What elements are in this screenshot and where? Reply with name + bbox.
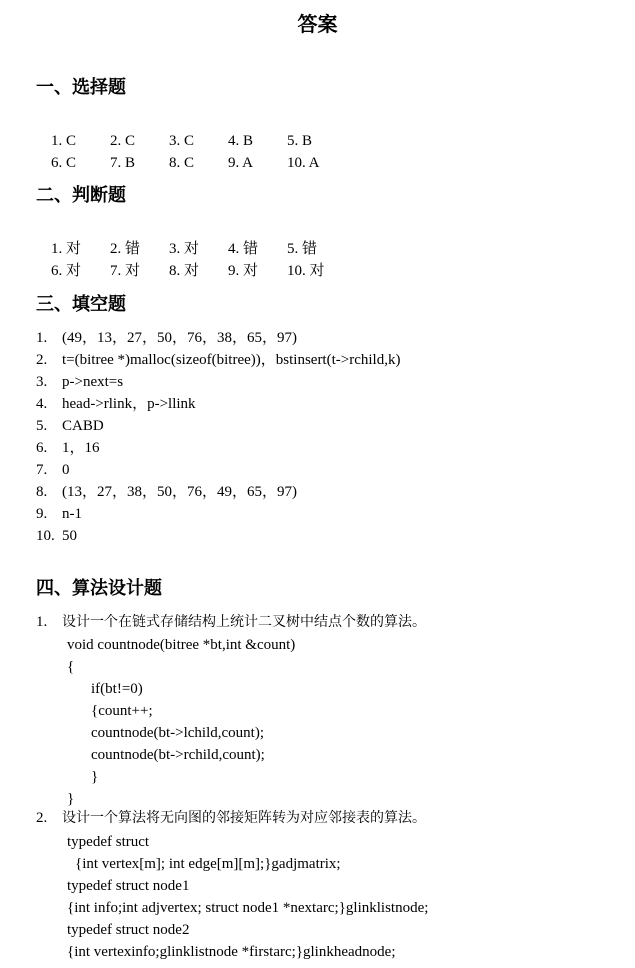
- question-number: 2.: [36, 810, 48, 826]
- answer: 6. C: [51, 155, 77, 171]
- answer: 5. 错: [287, 241, 318, 257]
- answer: 8. 对: [169, 263, 200, 279]
- list-item: [36, 372, 123, 392]
- code-line: {int vertexinfo;glinklistnode *firstarc;}glinkheadnode;: [67, 944, 396, 960]
- item-text: (49，13，27，50，76，38，65，97): [62, 330, 297, 346]
- code-line: typedef struct node2: [67, 922, 190, 938]
- answer: 1. C: [51, 133, 77, 149]
- question-text: 设计一个算法将无向图的邻接矩阵转为对应邻接表的算法。: [62, 810, 426, 826]
- list-item: [36, 438, 100, 458]
- item-text: t=(bitree *)malloc(sizeof(bitree))，bstinsert(t->rchild,k): [62, 352, 401, 368]
- page-title: 答案: [297, 12, 338, 36]
- item-text: 50: [62, 528, 77, 544]
- answer: 2. C: [110, 133, 136, 149]
- answer: 10. 对: [287, 263, 325, 279]
- code-line: void countnode(bitree *bt,int &count): [67, 637, 296, 653]
- item-text: (13，27，38，50，76，49，65，97): [62, 484, 297, 500]
- choice-answers-row-2: [36, 133, 320, 193]
- item-number: 10.: [36, 528, 55, 544]
- list-item: [36, 460, 70, 480]
- section-heading-choice: 一、选择题: [36, 77, 126, 98]
- answer: 1. 对: [51, 241, 82, 257]
- section-heading-algorithm: 四、算法设计题: [36, 578, 162, 599]
- item-text: p->next=s: [62, 374, 124, 390]
- answer: 7. B: [110, 155, 136, 171]
- item-number: 6.: [36, 440, 48, 456]
- code-line: {count++;: [91, 703, 153, 719]
- item-text: 0: [62, 462, 70, 478]
- question-text: 设计一个在链式存储结构上统计二叉树中结点个数的算法。: [62, 614, 426, 630]
- code-line: countnode(bt->lchild,count);: [91, 725, 264, 741]
- code-line: {: [67, 659, 75, 675]
- section-heading-fill-blank: 三、填空题: [36, 294, 126, 315]
- answer: 8. C: [169, 155, 195, 171]
- answer: 10. A: [287, 155, 320, 171]
- code-line: {int info;int adjvertex; struct node1 *nextarc;}glinklistnode;: [67, 900, 429, 916]
- list-item: [36, 482, 297, 502]
- item-text: CABD: [62, 418, 104, 434]
- answer: 4. 错: [228, 241, 259, 257]
- judgment-answers-row-2: [36, 241, 325, 301]
- item-number: 9.: [36, 506, 48, 522]
- item-number: 7.: [36, 462, 48, 478]
- item-text: 1，16: [62, 440, 100, 456]
- answer: 9. A: [228, 155, 254, 171]
- list-item: [36, 416, 104, 436]
- question-1: [36, 612, 426, 632]
- section-heading-judgment: 二、判断题: [36, 185, 126, 206]
- answer: 7. 对: [110, 263, 141, 279]
- item-text: head->rlink，p->llink: [62, 396, 196, 412]
- answer: 4. B: [228, 133, 254, 149]
- code-line: typedef struct: [67, 834, 150, 850]
- item-text: n-1: [62, 506, 82, 522]
- list-item: [36, 350, 400, 370]
- question-2: [36, 808, 426, 828]
- answer: 5. B: [287, 133, 313, 149]
- item-number: 2.: [36, 352, 48, 368]
- code-line: }: [67, 791, 75, 807]
- list-item: [36, 504, 82, 524]
- question-number: 1.: [36, 614, 48, 630]
- item-number: 5.: [36, 418, 48, 434]
- code-line: countnode(bt->rchild,count);: [91, 747, 265, 763]
- item-number: 8.: [36, 484, 48, 500]
- answer: 9. 对: [228, 263, 259, 279]
- list-item: [36, 328, 297, 348]
- list-item: [36, 394, 196, 414]
- item-number: 3.: [36, 374, 48, 390]
- answer: 2. 错: [110, 241, 141, 257]
- code-line: typedef struct node1: [67, 878, 190, 894]
- list-item: [36, 526, 77, 546]
- answer: 3. C: [169, 133, 195, 149]
- answer: 6. 对: [51, 263, 82, 279]
- code-line: }: [91, 769, 99, 785]
- item-number: 4.: [36, 396, 48, 412]
- code-line: {int vertex[m]; int edge[m][m];}gadjmatrix;: [75, 856, 341, 872]
- answer: 3. 对: [169, 241, 200, 257]
- code-line: if(bt!=0): [91, 681, 143, 697]
- item-number: 1.: [36, 330, 48, 346]
